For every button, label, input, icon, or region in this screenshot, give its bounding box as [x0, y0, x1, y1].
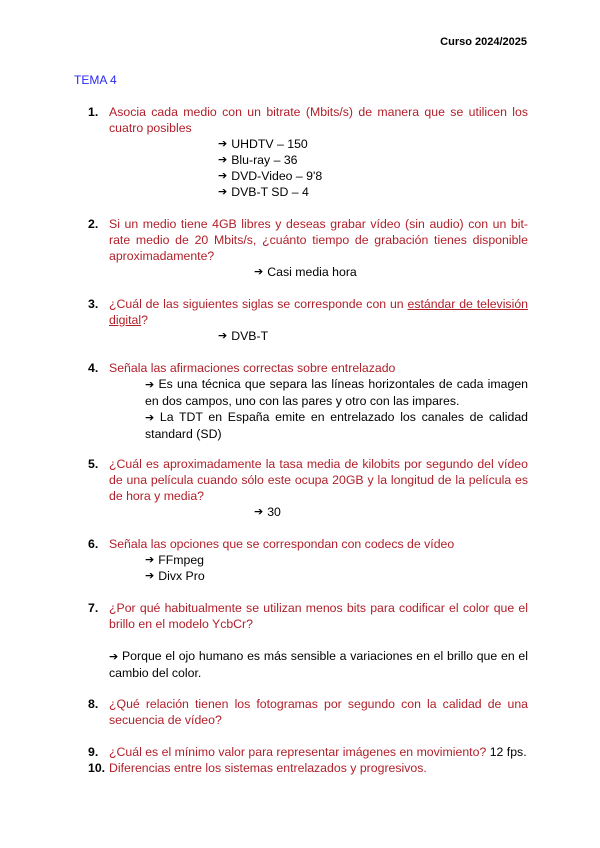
question-3 [88, 296, 528, 328]
question-text: Si un medio tiene 4GB libres y deseas grabar vídeo (sin audio) con un bit-rate medio de 20 Mbits/s, ¿cuánto tiempo de grabación tienes disponible aproximadamente? [109, 217, 528, 263]
question-9 [88, 744, 528, 760]
answer-item: ➔ 30 [254, 505, 281, 519]
question-text: ¿Por qué habitualmente se utilizan menos bits para codificar el color que el brillo en el modelo YcbCr? [109, 601, 528, 631]
answer-list-2 [254, 264, 357, 280]
answer-item: ➔ DVD-Video – 9'8 [218, 169, 323, 183]
arrow-icon: ➔ [254, 265, 264, 278]
answer-item: ➔ Divx Pro [145, 569, 205, 583]
question-text: Señala las afirmaciones correctas sobre entrelazado [109, 361, 396, 375]
question-1 [88, 104, 528, 136]
answer-item: ➔ DVB-T [218, 329, 269, 343]
question-number: 7. [88, 601, 99, 615]
question-number: 9. [88, 745, 99, 759]
question-2 [88, 216, 528, 264]
answer-item: ➔ Porque el ojo humano es más sensible a variaciones en el brillo que en el cambio del color. [109, 649, 528, 680]
arrow-icon: ➔ [145, 569, 155, 582]
answer-item: ➔ Es una técnica que separa las líneas horizontales de cada imagen en dos campos, uno con las pares y otro con las impares. [145, 377, 529, 408]
arrow-icon: ➔ [218, 169, 228, 182]
answer-item: ➔ DVB-T SD – 4 [218, 185, 309, 199]
answer-item: ➔ La TDT en España emite en entrelazado los canales de calidad standard (SD) [145, 410, 528, 441]
page-title: TEMA 4 [74, 73, 117, 87]
answer-list-7 [109, 648, 528, 681]
question-number: 6. [88, 537, 99, 551]
answer-list-6 [145, 552, 205, 584]
question-number: 3. [88, 297, 99, 311]
answer-item: ➔ Casi media hora [254, 265, 357, 279]
question-8 [88, 696, 528, 728]
question-text: Diferencias entre los sistemas entrelazados y progresivos. [109, 761, 427, 775]
question-number: 1. [88, 105, 99, 119]
inline-answer: 12 fps. [489, 745, 527, 759]
question-5 [88, 456, 528, 504]
question-text: ¿Cuál es el mínimo valor para representar imágenes en movimiento? 12 fps. [109, 745, 527, 759]
answer-item: ➔ Blu-ray – 36 [218, 153, 298, 167]
question-number: 10. [88, 761, 106, 775]
question-number: 2. [88, 217, 99, 231]
answer-list-4 [145, 376, 528, 442]
question-text: Señala las opciones que se correspondan con codecs de vídeo [109, 537, 455, 551]
answer-list-1 [218, 136, 322, 200]
digital-tv-standard-link[interactable]: estándar de televisión digital [109, 297, 528, 327]
course-label: Curso 2024/2025 [440, 36, 527, 48]
question-number: 5. [88, 457, 99, 471]
arrow-icon: ➔ [218, 137, 228, 150]
arrow-icon: ➔ [145, 411, 155, 424]
answer-item: ➔ FFmpeg [145, 553, 205, 567]
question-text: Asocia cada medio con un bitrate (Mbits/s) de manera que se utilicen los cuatro posibles [109, 105, 528, 135]
question-10 [88, 760, 528, 776]
question-text: ¿Qué relación tienen los fotogramas por segundo con la calidad de una secuencia de vídeo? [109, 697, 528, 727]
question-text: ¿Cuál es aproximadamente la tasa media de kilobits por segundo del vídeo de una película cuando sólo este ocupa 20GB y la longitud de la película es de hora y media? [109, 457, 528, 503]
arrow-icon: ➔ [218, 185, 228, 198]
arrow-icon: ➔ [145, 553, 155, 566]
arrow-icon: ➔ [218, 329, 228, 342]
arrow-icon: ➔ [218, 153, 228, 166]
answer-list-3 [218, 328, 268, 344]
answer-list-5 [254, 504, 281, 520]
question-4 [88, 360, 528, 376]
arrow-icon: ➔ [109, 650, 119, 663]
question-number: 4. [88, 361, 99, 375]
question-7 [88, 600, 528, 632]
answer-item: ➔ UHDTV – 150 [218, 137, 308, 151]
arrow-icon: ➔ [254, 505, 264, 518]
arrow-icon: ➔ [145, 378, 155, 391]
question-6 [88, 536, 528, 552]
question-number: 8. [88, 697, 99, 711]
question-text: ¿Cuál de las siguientes siglas se corresponde con un estándar de televisión digital? [109, 297, 528, 327]
